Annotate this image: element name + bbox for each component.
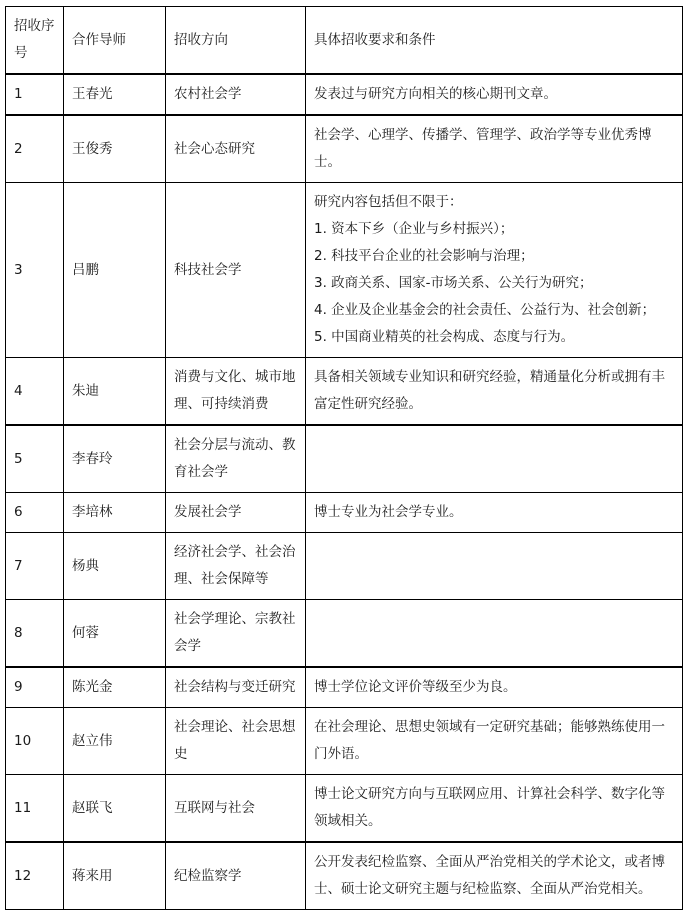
requirements-lines — [314, 781, 675, 835]
cell-seq: 6 — [6, 493, 64, 533]
cell-seq: 7 — [6, 533, 64, 600]
cell-supervisor: 吕鹏 — [64, 183, 166, 358]
cell-supervisor: 蒋来用 — [64, 842, 166, 910]
requirements-lines — [314, 122, 675, 176]
cell-requirements — [306, 358, 683, 426]
cell-requirements — [306, 533, 683, 600]
requirements-lines — [314, 81, 675, 108]
table-row — [6, 74, 683, 115]
cell-direction: 经济社会学、社会治理、社会保障等 — [166, 533, 306, 600]
cell-requirements — [306, 775, 683, 843]
column-header-supervisor: 合作导师 — [64, 7, 166, 75]
cell-direction: 农村社会学 — [166, 74, 306, 115]
cell-direction: 社会理论、社会思想史 — [166, 708, 306, 775]
cell-direction: 纪检监察学 — [166, 842, 306, 910]
table-row — [6, 600, 683, 668]
requirement-line: 1. 资本下乡（企业与乡村振兴）； — [314, 221, 514, 237]
cell-seq: 8 — [6, 600, 64, 668]
requirement-line: 博士专业为社会学专业。 — [314, 504, 463, 520]
cell-requirements — [306, 183, 683, 358]
column-header-requirements: 具体招收要求和条件 — [306, 7, 683, 75]
cell-seq: 11 — [6, 775, 64, 843]
table-row — [6, 183, 683, 358]
cell-direction: 社会学理论、宗教社会学 — [166, 600, 306, 668]
cell-supervisor: 朱迪 — [64, 358, 166, 426]
cell-seq: 4 — [6, 358, 64, 426]
cell-requirements — [306, 600, 683, 668]
cell-direction: 社会心态研究 — [166, 115, 306, 183]
requirements-lines — [314, 189, 675, 351]
requirement-line: 博士论文研究方向与互联网应用、计算社会科学、数字化等领域相关。 — [314, 786, 665, 829]
table-row — [6, 115, 683, 183]
cell-seq: 2 — [6, 115, 64, 183]
requirements-lines — [314, 849, 675, 903]
cell-direction: 社会结构与变迁研究 — [166, 667, 306, 708]
cell-requirements — [306, 667, 683, 708]
column-header-seq: 招收序号 — [6, 7, 64, 75]
table-row — [6, 493, 683, 533]
requirement-line: 4. 企业及企业基金会的社会责任、公益行为、社会创新； — [314, 302, 656, 318]
cell-supervisor: 赵立伟 — [64, 708, 166, 775]
cell-supervisor: 杨典 — [64, 533, 166, 600]
requirements-lines — [314, 499, 675, 526]
cell-seq: 12 — [6, 842, 64, 910]
requirements-lines — [314, 364, 675, 418]
column-header-direction: 招收方向 — [166, 7, 306, 75]
requirement-line: 研究内容包括但不限于： — [314, 194, 463, 210]
table-row — [6, 667, 683, 708]
requirement-line: 2. 科技平台企业的社会影响与治理； — [314, 248, 534, 264]
cell-supervisor: 王俊秀 — [64, 115, 166, 183]
requirements-lines — [314, 674, 675, 701]
requirements-lines — [314, 714, 675, 768]
cell-seq: 1 — [6, 74, 64, 115]
cell-requirements — [306, 115, 683, 183]
cell-requirements — [306, 493, 683, 533]
cell-direction: 科技社会学 — [166, 183, 306, 358]
cell-supervisor: 李培林 — [64, 493, 166, 533]
cell-supervisor: 赵联飞 — [64, 775, 166, 843]
table-row — [6, 708, 683, 775]
requirement-line: 发表过与研究方向相关的核心期刊文章。 — [314, 86, 557, 102]
cell-seq: 5 — [6, 425, 64, 493]
requirement-line: 博士学位论文评价等级至少为良。 — [314, 679, 517, 695]
requirement-line: 社会学、心理学、传播学、管理学、政治学等专业优秀博士。 — [314, 127, 652, 170]
cell-requirements — [306, 425, 683, 493]
cell-supervisor: 李春玲 — [64, 425, 166, 493]
cell-seq: 3 — [6, 183, 64, 358]
cell-seq: 10 — [6, 708, 64, 775]
table-row — [6, 842, 683, 910]
cell-supervisor: 陈光金 — [64, 667, 166, 708]
cell-supervisor: 何蓉 — [64, 600, 166, 668]
cell-supervisor: 王春光 — [64, 74, 166, 115]
table-row — [6, 358, 683, 426]
cell-direction: 社会分层与流动、教育社会学 — [166, 425, 306, 493]
cell-direction: 发展社会学 — [166, 493, 306, 533]
table-header-row — [6, 7, 683, 75]
cell-seq: 9 — [6, 667, 64, 708]
cell-requirements — [306, 842, 683, 910]
table-row — [6, 533, 683, 600]
requirement-line: 公开发表纪检监察、全面从严治党相关的学术论文，或者博士、硕士论文研究主题与纪检监察、全面从严治党相关。 — [314, 854, 665, 897]
table-row — [6, 425, 683, 493]
recruitment-table — [5, 6, 683, 910]
requirement-line: 在社会理论、思想史领域有一定研究基础；能够熟练使用一门外语。 — [314, 719, 665, 762]
cell-requirements — [306, 708, 683, 775]
requirement-line: 5. 中国商业精英的社会构成、态度与行为。 — [314, 329, 575, 345]
cell-direction: 消费与文化、城市地理、可持续消费 — [166, 358, 306, 426]
table-body — [6, 7, 683, 910]
cell-requirements — [306, 74, 683, 115]
requirement-line: 3. 政商关系、国家-市场关系、公关行为研究； — [314, 275, 593, 291]
table-row — [6, 775, 683, 843]
cell-direction: 互联网与社会 — [166, 775, 306, 843]
requirement-line: 具备相关领域专业知识和研究经验，精通量化分析或拥有丰富定性研究经验。 — [314, 369, 665, 412]
